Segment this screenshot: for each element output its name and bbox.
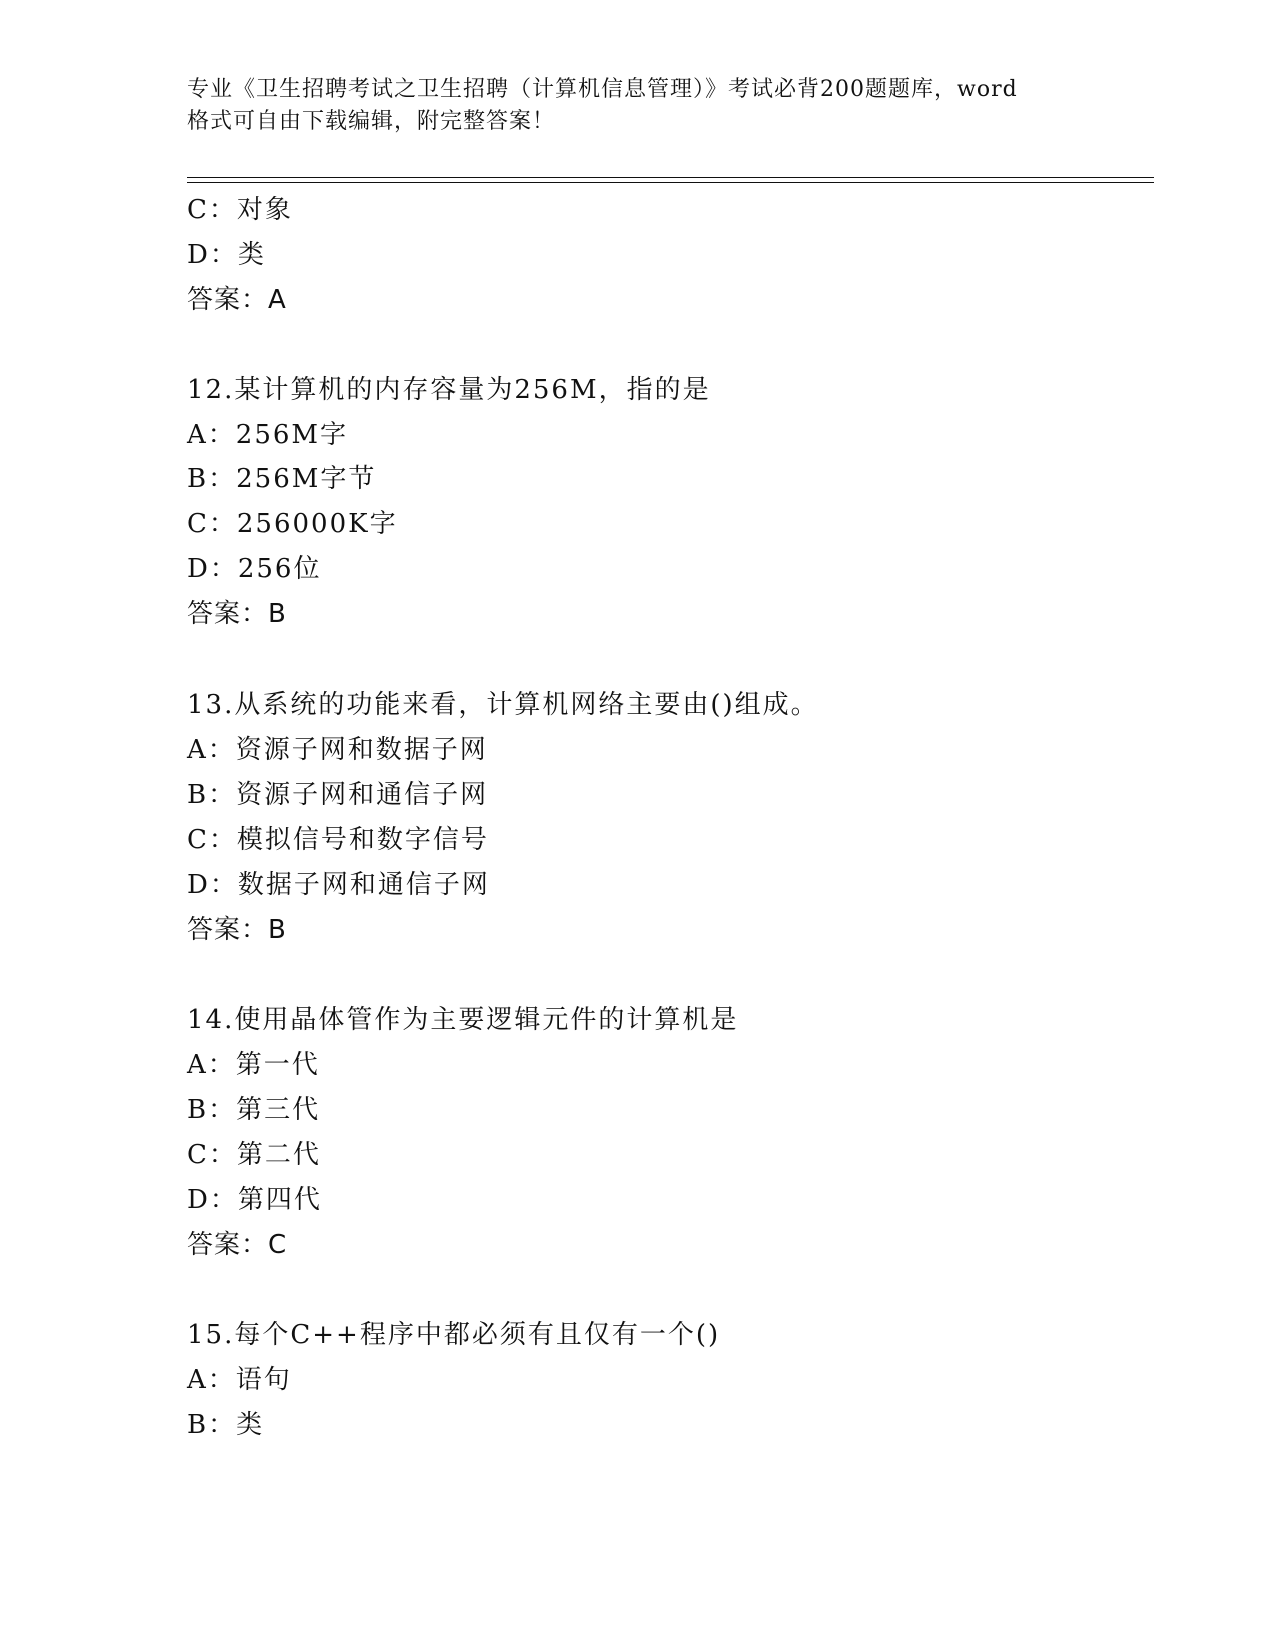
q14-question: 14.使用晶体管作为主要逻辑元件的计算机是: [187, 1005, 739, 1035]
q14-answer: 答案：C: [187, 1230, 288, 1260]
q13-question: 13.从系统的功能来看，计算机网络主要由()组成。: [187, 690, 819, 720]
q11-option-d: D：类: [187, 240, 266, 270]
header-title-line-1: 专业《卫生招聘考试之卫生招聘（计算机信息管理）》考试必背200题题库，word: [187, 77, 1018, 102]
q13-option-a: A：资源子网和数据子网: [187, 735, 488, 765]
q14-option-a: A：第一代: [187, 1050, 320, 1080]
document-header: [187, 74, 1087, 138]
q12-option-a: A：256M字: [187, 420, 349, 450]
q12-option-c: C：256000K字: [187, 509, 398, 539]
q12-option-d: D：256位: [187, 554, 322, 584]
q13-option-b: B：资源子网和通信子网: [187, 780, 489, 810]
q14-option-d: D：第四代: [187, 1185, 322, 1215]
header-divider-bottom: [187, 182, 1154, 183]
q12-question: 12.某计算机的内存容量为256M，指的是: [187, 375, 711, 405]
q15-question: 15.每个C++程序中都必须有且仅有一个(): [187, 1320, 721, 1350]
q11-option-c: C：对象: [187, 195, 293, 225]
q11-answer: 答案：A: [187, 285, 287, 315]
header-title-line-2: 格式可自由下载编辑，附完整答案！: [187, 109, 556, 134]
q13-answer: 答案：B: [187, 915, 287, 945]
q14-option-c: C：第二代: [187, 1140, 321, 1170]
q15-option-b: B：类: [187, 1410, 265, 1440]
q13-option-c: C：模拟信号和数字信号: [187, 825, 489, 855]
header-divider-top: [187, 177, 1154, 178]
q13-option-d: D：数据子网和通信子网: [187, 870, 490, 900]
q14-option-b: B：第三代: [187, 1095, 321, 1125]
q15-option-a: A：语句: [187, 1365, 292, 1395]
q12-answer: 答案：B: [187, 599, 287, 629]
q12-option-b: B：256M字节: [187, 464, 377, 494]
